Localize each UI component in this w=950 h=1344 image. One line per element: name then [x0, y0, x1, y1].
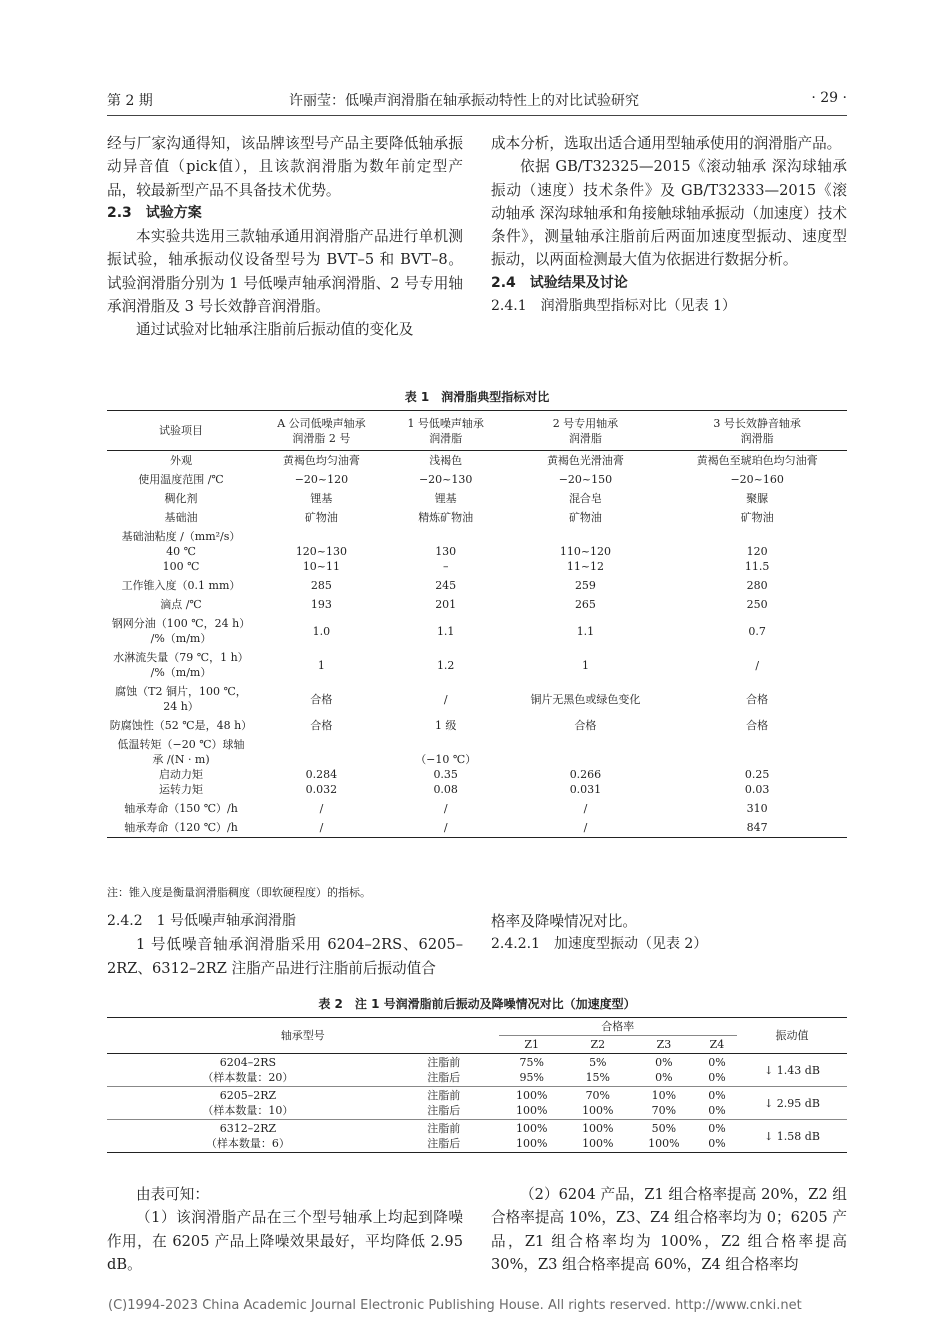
table2-state-cell [389, 1054, 499, 1087]
bearing-model: 6204–2RS [219, 1056, 277, 1069]
rate-before: 0% [708, 1122, 726, 1135]
table1-value-cell [255, 682, 388, 716]
table1-header-cell [107, 411, 255, 451]
table1-row [107, 489, 847, 508]
cell-text: 259 [574, 579, 596, 592]
table1-value-cell [667, 716, 847, 735]
before-label: 注脂前 [427, 1122, 461, 1135]
table2-vibration-cell [737, 1054, 847, 1087]
table1-item-cell [107, 576, 255, 595]
vibration-reduction: ↓ 1.43 dB [764, 1063, 820, 1077]
rate-after: 100% [582, 1104, 614, 1117]
rate-before: 10% [651, 1089, 677, 1102]
cell-text: / [443, 821, 448, 834]
table1-value-cell [667, 451, 847, 471]
table1-value-cell [388, 614, 504, 648]
rate-before: 5% [589, 1056, 607, 1069]
zone-header: Z2 [565, 1036, 631, 1054]
zone-header: Z4 [697, 1036, 737, 1054]
cell-text: 120~130 10~11 [295, 545, 348, 573]
bearing-model: 6205–2RZ [219, 1089, 277, 1102]
table1-row [107, 595, 847, 614]
table1-value-cell [388, 451, 504, 471]
header-text: 3 号长效静音轴承 润滑脂 [713, 416, 801, 445]
cell-text: 1.1 [576, 624, 595, 638]
cell-text: 黄褐色至琥珀色均匀油膏 [696, 454, 818, 467]
cell-text: 黄褐色光滑油膏 [546, 454, 624, 467]
cell-text: 250 [746, 598, 768, 611]
table1-value-cell [667, 576, 847, 595]
cell-text: 合格 [310, 692, 333, 706]
zone-header: Z1 [499, 1036, 565, 1054]
paragraph: （2）6204 产品，Z1 组合格率提高 20%，Z2 组合格率提高 10%，Z3、Z4 组合格率均为 0；6205 产品，Z1 组合格率均为 100%，Z2 组合格率提高 30%，Z3 组合格率提高 60%，Z4 组合格率均 [491, 1186, 847, 1273]
table1-item-cell [107, 508, 255, 527]
rate-after: 100% [582, 1137, 614, 1150]
rate-before: 0% [708, 1056, 726, 1069]
table1-row [107, 527, 847, 576]
table1-value-cell [388, 527, 504, 576]
cell-text: 1.1 [436, 624, 455, 638]
table1-value-cell [255, 614, 388, 648]
table1-value-cell [504, 818, 668, 838]
cell-text: 使用温度范围 /℃ [138, 473, 224, 486]
header-rule [107, 115, 847, 116]
table2-zone-cell [631, 1120, 697, 1153]
table1-item-cell [107, 818, 255, 838]
sample-count: （样本数量：20） [202, 1071, 294, 1084]
paragraph: 成本分析，选取出适合通用型轴承使用的润滑脂产品。 [491, 135, 842, 152]
sample-count: （样本数量：10） [202, 1104, 294, 1117]
table2-model-cell [107, 1087, 389, 1120]
table1-value-cell [255, 735, 388, 799]
cell-text: / [443, 692, 448, 706]
table1-row [107, 799, 847, 818]
after-label: 注脂后 [427, 1137, 461, 1150]
rate-before: 0% [655, 1056, 673, 1069]
subsection-heading-2-4-1: 2.4.1 润滑脂典型指标对比（见表 1） [491, 298, 736, 315]
table1-item-cell [107, 614, 255, 648]
table2-zone-cell [697, 1087, 737, 1120]
table2-zone-cell [565, 1054, 631, 1087]
table1-value-cell [255, 451, 388, 471]
zone-header: Z3 [631, 1036, 697, 1054]
cell-text: 外观 [170, 454, 192, 467]
cell-text: 矿物油 [304, 511, 338, 524]
table1-value-cell [255, 648, 388, 682]
cell-text: −20~150 [558, 473, 613, 486]
table2-model-cell [107, 1120, 389, 1153]
cell-text: / [319, 802, 324, 815]
table1-value-cell [667, 470, 847, 489]
cell-text: 合格 [746, 719, 769, 732]
table1-row [107, 735, 847, 799]
rate-before: 50% [651, 1122, 677, 1135]
table1-value-cell [504, 576, 668, 595]
cell-text: 铜片无黑色或绿色变化 [530, 692, 641, 706]
table2-zone-cell [631, 1054, 697, 1087]
table2-zone-cell [631, 1087, 697, 1120]
table2-vibration-header: 振动值 [737, 1018, 847, 1054]
cell-text: 工作锥入度（0.1 mm） [121, 579, 241, 592]
paragraph: 通过试验对比轴承注脂前后振动值的变化及 [136, 321, 414, 339]
table1-row [107, 648, 847, 682]
cell-text: 矿物油 [740, 511, 774, 524]
table1-item-cell [107, 451, 255, 471]
paragraph: 1 号低噪音轴承润滑脂采用 6204–2RS、6205–2RZ、6312–2RZ 注脂产品进行注脂前后振动值合 [107, 936, 463, 977]
table2-zone-cell [697, 1054, 737, 1087]
cell-text: 防腐蚀性（52 ℃是，48 h） [109, 719, 253, 732]
cell-text: 锂基 [434, 492, 457, 505]
table2-zone-cell [499, 1054, 565, 1087]
table1-value-cell [255, 576, 388, 595]
rate-before: 0% [708, 1089, 726, 1102]
copyright-footer: (C)1994-2023 China Academic Journal Electronic Publishing House. All rights reserved. http://www.cnki.net [108, 1298, 802, 1313]
table1-value-cell [667, 648, 847, 682]
table1-value-cell [667, 527, 847, 576]
cell-text: 合格 [574, 719, 597, 732]
table1-header-row [107, 411, 847, 451]
running-title: 许丽莹：低噪声润滑脂在轴承振动特性上的对比试验研究 [289, 93, 639, 109]
table1-value-cell [504, 648, 668, 682]
vibration-reduction: ↓ 2.95 dB [764, 1096, 820, 1110]
table1-row [107, 716, 847, 735]
header-text: A 公司低噪声轴承 润滑脂 2 号 [277, 416, 366, 445]
rate-after: 15% [585, 1071, 611, 1084]
cell-text: 310 [746, 802, 768, 815]
cell-text: 1 [581, 658, 589, 672]
cell-text: 280 [746, 579, 768, 592]
cell-text: −20~120 [294, 473, 349, 486]
cell-text: 110~120 11~12 [559, 545, 612, 573]
page-number: · 29 · [811, 90, 847, 106]
table1-row [107, 682, 847, 716]
rate-after: 100% [515, 1104, 548, 1117]
cell-text: 基础油 [164, 511, 198, 524]
running-header [107, 90, 847, 112]
table1-value-cell [255, 508, 388, 527]
rate-after: 0% [655, 1071, 673, 1084]
table1-value-cell [504, 716, 668, 735]
table1-value-cell [504, 682, 668, 716]
section-heading-2-3: 2.3 试验方案 [107, 204, 202, 221]
cell-text: 轴承寿命（150 ℃）/h [124, 802, 238, 815]
table1-value-cell [504, 527, 668, 576]
cell-text: 0.284 0.032 [305, 768, 338, 796]
table1-value-cell [504, 595, 668, 614]
header-text: 2 号专用轴承 润滑脂 [552, 416, 619, 445]
cell-text: 聚脲 [746, 492, 769, 505]
after-label: 注脂后 [427, 1104, 461, 1117]
table1-value-cell [504, 451, 668, 471]
rate-after: 95% [519, 1071, 544, 1084]
cell-text: 混合皂 [568, 492, 602, 505]
table2-title: 表 2 注 1 号润滑脂前后振动及降噪情况对比（加速度型） [318, 997, 636, 1011]
table1-item-cell [107, 527, 255, 576]
cell-text: 130 – [435, 545, 457, 573]
cell-text: / [319, 821, 324, 834]
column-left-top [107, 132, 463, 342]
table2-header-row [107, 1018, 847, 1036]
rate-after: 0% [708, 1137, 726, 1150]
cell-text: 浅褐色 [429, 454, 463, 467]
cell-text: 1 级 [434, 719, 457, 732]
table1-row [107, 614, 847, 648]
table2-row [107, 1120, 847, 1153]
table2-zone-cell [499, 1087, 565, 1120]
table1-value-cell [388, 648, 504, 682]
table2-vibration-cell [737, 1087, 847, 1120]
table2-zone-cell [565, 1120, 631, 1153]
table1-title: 表 1 润滑脂典型指标对比 [404, 390, 550, 404]
cell-text: 265 [574, 598, 596, 611]
table2-rate-header: 合格率 [499, 1018, 737, 1036]
table1-value-cell [504, 489, 668, 508]
cell-text: 水淋流失量（79 ℃，1 h） /%（m/m） [113, 651, 249, 679]
cell-text: （−10 ℃） 0.35 0.08 [415, 753, 477, 796]
column-right-mid [491, 910, 847, 957]
cell-text: 合格 [746, 692, 769, 706]
cell-text: 锂基 [310, 492, 333, 505]
cell-text: 0.25 0.03 [744, 768, 770, 796]
table1-value-cell [255, 716, 388, 735]
table1-value-cell [388, 470, 504, 489]
table1-value-cell [667, 682, 847, 716]
table1-item-cell [107, 682, 255, 716]
paragraph: 经与厂家沟通得知，该品牌该型号产品主要降低轴承振动异音值（pick值），且该款润滑脂为数年前定型产品，较最新型产品不具备技术优势。 [107, 135, 463, 199]
table1-row [107, 818, 847, 838]
table1-header-cell [255, 411, 388, 451]
rate-before: 75% [519, 1056, 544, 1069]
section-heading-2-4: 2.4 试验结果及讨论 [491, 274, 628, 291]
table1-item-cell [107, 648, 255, 682]
cell-text: 0.266 0.031 [569, 768, 602, 796]
table1-item-cell [107, 799, 255, 818]
rate-after: 100% [515, 1137, 548, 1150]
table1-value-cell [255, 470, 388, 489]
cell-text: 285 [310, 579, 332, 592]
table1-value-cell [255, 799, 388, 818]
rate-after: 0% [708, 1071, 726, 1084]
rate-after: 70% [651, 1104, 677, 1117]
paragraph: 依据 GB/T32325—2015《滚动轴承 深沟球轴承振动（速度）技术条件》及 GB/T32333—2015《滚动轴承 深沟球轴承和角接触球轴承振动（加速度）技术条件》，测量轴承注脂前后两面加速度型振动、速度型振动，以两面检测最大值为依据进行数据分析。 [491, 158, 847, 269]
cell-text: −20~160 [730, 473, 784, 486]
cell-text: / [583, 802, 588, 815]
column-left-bottom [107, 1183, 463, 1276]
table2-state-cell [389, 1087, 499, 1120]
bearing-model: 6312–2RZ [219, 1122, 277, 1135]
table1-value-cell [388, 576, 504, 595]
rate-before: 100% [582, 1122, 614, 1135]
cell-text: 847 [746, 821, 768, 834]
table1-value-cell [667, 508, 847, 527]
cell-text: / [443, 802, 448, 815]
cell-text: / [583, 821, 588, 834]
sample-count: （样本数量：6） [205, 1137, 290, 1150]
table2-row [107, 1087, 847, 1120]
table1-value-cell [388, 508, 504, 527]
table1-row [107, 470, 847, 489]
table2-zone-cell [499, 1120, 565, 1153]
vibration-reduction: ↓ 1.58 dB [764, 1129, 820, 1143]
cell-text: 1 [317, 658, 325, 672]
cell-text: 精炼矿物油 [418, 511, 474, 524]
cell-text: 245 [435, 579, 457, 592]
table1-value-cell [667, 735, 847, 799]
rate-after: 100% [648, 1137, 680, 1150]
before-label: 注脂前 [427, 1056, 461, 1069]
table1-value-cell [388, 595, 504, 614]
cell-text: 轴承寿命（120 ℃）/h [124, 821, 238, 834]
table1-value-cell [504, 735, 668, 799]
table2 [107, 1017, 847, 1153]
table1-value-cell [504, 470, 668, 489]
table2-vibration-cell [737, 1120, 847, 1153]
table1-item-cell [107, 489, 255, 508]
table2-state-cell [389, 1120, 499, 1153]
cell-text: 1.0 [312, 624, 331, 638]
cell-text: / [755, 658, 760, 672]
cell-text: −20~130 [418, 473, 473, 486]
table2-zone-cell [697, 1120, 737, 1153]
rate-before: 100% [515, 1089, 548, 1102]
cell-text: 合格 [310, 719, 333, 732]
table1-item-cell [107, 595, 255, 614]
after-label: 注脂后 [427, 1071, 461, 1084]
table1-value-cell [255, 489, 388, 508]
paragraph: 格率及降噪情况对比。 [491, 913, 637, 930]
table1-value-cell [504, 508, 668, 527]
table1-value-cell [255, 818, 388, 838]
table2-model-header: 轴承型号 [107, 1018, 499, 1054]
table1-value-cell [667, 818, 847, 838]
table1-header-cell [667, 411, 847, 451]
header-text: 试验项目 [159, 424, 203, 437]
table1-value-cell [667, 799, 847, 818]
table1-value-cell [504, 799, 668, 818]
table1-header-cell [504, 411, 668, 451]
cell-text: 稠化剂 [164, 492, 198, 505]
table2-row [107, 1054, 847, 1087]
table1-value-cell [388, 716, 504, 735]
table1-value-cell [667, 489, 847, 508]
rate-before: 70% [585, 1089, 611, 1102]
table1-value-cell [388, 799, 504, 818]
table2-model-cell [107, 1054, 389, 1087]
table1-value-cell [388, 818, 504, 838]
header-text: 1 号低噪声轴承 润滑脂 [407, 416, 484, 445]
table1-header-cell [388, 411, 504, 451]
paragraph: 由表可知： [136, 1186, 209, 1203]
column-right-bottom [491, 1183, 847, 1276]
table1-item-cell [107, 735, 255, 799]
table1-item-cell [107, 470, 255, 489]
cell-text: 1.2 [436, 658, 455, 672]
cell-text: 腐蚀（T2 铜片，100 ℃， 24 h） [115, 685, 247, 713]
table2-zone-cell [565, 1087, 631, 1120]
table1-value-cell [504, 614, 668, 648]
table1-value-cell [388, 735, 504, 799]
cell-text: 120 11.5 [744, 545, 770, 573]
table1-row [107, 576, 847, 595]
table1-value-cell [388, 682, 504, 716]
before-label: 注脂前 [427, 1089, 461, 1102]
cell-text: 矿物油 [568, 511, 602, 524]
table1-row [107, 451, 847, 471]
table1-value-cell [667, 614, 847, 648]
rate-before: 100% [515, 1122, 548, 1135]
table1-value-cell [667, 595, 847, 614]
cell-text: 钢网分油（100 ℃，24 h） /%（m/m） [111, 617, 251, 645]
table1-note: 注：锥入度是衡量润滑脂稠度（即软硬程度）的指标。 [107, 886, 371, 899]
table1 [107, 410, 847, 838]
column-right-top [491, 132, 847, 318]
cell-text: 滴点 /℃ [160, 598, 202, 611]
table1-item-cell [107, 716, 255, 735]
cell-text: 0.7 [748, 624, 766, 638]
rate-after: 0% [708, 1104, 726, 1117]
paragraph: （1）该润滑脂产品在三个型号轴承上均起到降噪作用，在 6205 产品上降噪效果最好，平均降低 2.95 dB。 [107, 1209, 463, 1273]
subsection-heading-2-4-2-1: 2.4.2.1 加速度型振动（见表 2） [491, 936, 708, 953]
table1-value-cell [255, 595, 388, 614]
cell-text: 黄褐色均匀油膏 [282, 454, 360, 467]
cell-text: 基础油粘度 /（mm²/s） 40 ℃ 100 ℃ [121, 530, 241, 573]
table1-value-cell [255, 527, 388, 576]
subsection-heading-2-4-2: 2.4.2 1 号低噪声轴承润滑脂 [107, 913, 296, 929]
cell-text: 201 [435, 598, 457, 611]
column-left-mid [107, 910, 463, 980]
table1-value-cell [388, 489, 504, 508]
cell-text: 低温转矩（−20 ℃）球轴 承 /(N · m) 启动力矩 运转力矩 [117, 738, 245, 796]
cell-text: 193 [310, 598, 332, 611]
table1-row [107, 508, 847, 527]
paragraph: 本实验共选用三款轴承通用润滑脂产品进行单机测振试验，轴承振动仪设备型号为 BVT–5 和 BVT–8。试验润滑脂分别为 1 号低噪声轴承润滑脂、2 号专用轴承润滑脂及 3 号长效静音润滑脂。 [107, 228, 463, 316]
issue-number: 第 2 期 [107, 93, 153, 109]
